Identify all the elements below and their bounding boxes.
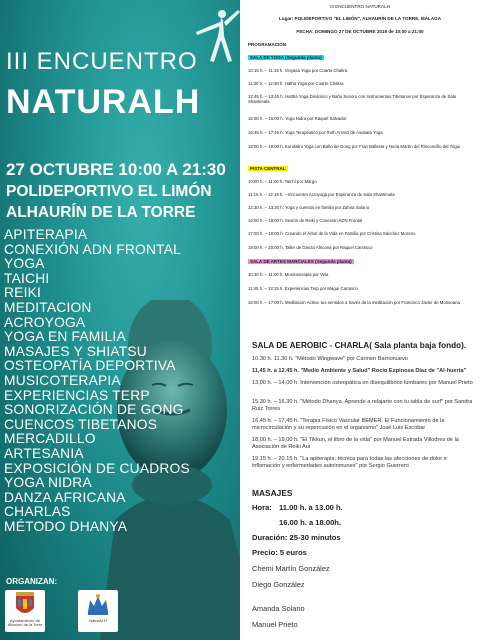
activity-item: MEDITACION bbox=[4, 299, 92, 315]
schedule-item: 10:30 h. – 11:00 h. Musicoterapia por Vela bbox=[248, 272, 329, 277]
activity-item: YOGA bbox=[4, 256, 45, 272]
activity-item: TAICHI bbox=[4, 270, 50, 286]
masajes-heading: MASAJES bbox=[252, 488, 293, 498]
schedule-item: 10:15 h. – 11:15 h. Vinyasa Yoga por Cuarto Chakra bbox=[248, 68, 348, 73]
schedule-item: 11:15 h. – 12:15 h. – Encuentro Acroyoga por Esperanza de Sala Shantimala bbox=[248, 192, 395, 197]
activity-item: REIKI bbox=[4, 285, 42, 301]
naturalh-caption: NaturALH bbox=[89, 618, 107, 623]
hora-morning: 11.00 h. a 13.00 h. bbox=[279, 503, 343, 512]
activity-item: MERCADILLO bbox=[4, 431, 96, 447]
activity-item: MASAJES Y SHIATSU bbox=[4, 343, 147, 359]
program-panel bbox=[240, 0, 480, 640]
activity-item: CHARLAS bbox=[4, 504, 71, 520]
schedule-item: 11:45 h. – 13:15 h. Experiencias Terp por Maguí Carrasco bbox=[248, 286, 358, 291]
event-title-main: NATURALH bbox=[6, 83, 201, 121]
program-header-venue: Lugar: POLIDEPORTIVO "EL LIMÓN", ALHAURÍN DE LA TORRE, MÁLAGA bbox=[278, 16, 442, 21]
naturalh-crown-icon bbox=[84, 590, 112, 618]
schedule-item: 16:00 h. – 18:00 h. Sesión de Reiki y Conexión ADN Frontal bbox=[248, 218, 363, 223]
hora-label: Hora: bbox=[252, 503, 272, 512]
schedule-item: 16:45 h. – 17:45 h. Yoga Terapéutico por Ruth Arranz de Asubata Yoga bbox=[248, 130, 383, 135]
talk-item: 16,45 h. – 17,45 h. "Terapia Físico Vascular BEMER. El Funcionamiento de la microcirculación y su repercusión en el organismo" José Luis Escobar bbox=[252, 418, 445, 431]
naturalh-logo bbox=[78, 590, 118, 632]
talk-item: 11,45 h. a 12.45 h. "Medio Ambiente y Salud" Rocío Espinosa Díaz de "Al-huerta" bbox=[252, 368, 467, 374]
talk-item: 18,00 h. – 19,00 h. "El Tikkun, el libro de la vida" por Manuel Estrada Villodres de la Asociación de Reiki Aur bbox=[252, 437, 459, 450]
event-town: ALHAURÍN DE LA TORRE bbox=[6, 204, 196, 221]
activity-item: ARTESANIA bbox=[4, 445, 84, 461]
town-hall-caption: Ayuntamiento de Alhaurín de la Torre bbox=[7, 618, 43, 627]
pista-central-heading: PISTA CENTRAL bbox=[250, 166, 286, 171]
masseur-name: Chemi Martín González bbox=[252, 564, 330, 573]
schedule-item: 17:00 h. – 18:00 h. Creando el Árbol de la Vida en Familia por Cristina Sánchez Moreno bbox=[248, 231, 416, 236]
activity-item: CONEXIÓN ADN FRONTAL bbox=[4, 241, 181, 257]
schedule-item: 10:00 h. – 11:00 h. Taichí por Margo bbox=[248, 179, 317, 184]
schedule-item: 16:00 h. – 17:00 h. Meditación Activa: tus sentidos a través de la meditación por Francisco Javier de Monsoana bbox=[248, 300, 460, 305]
coat-of-arms-icon bbox=[14, 590, 36, 618]
schedule-item: 18:00 h. – 19:00 h. Kundalini Yoga con Baño de Gong por Fran Ballesta y Nuria Martín del Rinconcillo del Yogui bbox=[248, 144, 461, 149]
sala-artes-heading: SALA DE ARTES MARCIALES (Segunda planta) bbox=[250, 259, 352, 264]
activity-item: DANZA AFRICANA bbox=[4, 489, 126, 505]
masseur-name: Amanda Solano bbox=[252, 604, 305, 613]
talk-item: 13,00 h. – 14,00 h. Intervención osteopática en disequilibrios lumbares por Manuel Prieto bbox=[252, 380, 473, 386]
hora-afternoon: 16.00 h. a 18.00h. bbox=[279, 518, 342, 527]
masseur-name: Diego González bbox=[252, 580, 305, 589]
schedule-item: 11:30 h. – 12:30 h. Hatha Yoga por Cuarto Chakra bbox=[248, 81, 344, 86]
program-header-date: FECHA: DOMINGO 27 DE OCTUBRE 2019 de 10:00 a 21:00 bbox=[296, 29, 424, 34]
schedule-item: 12:45 h. – 13:45 h. Hattha Yoga Dinámico y Baño Sonoro con Instrumentos Tibetanos por Esperanza de Sala Shantimala bbox=[248, 94, 457, 105]
programacion-heading: PROGRAMACIÓN bbox=[248, 42, 286, 47]
activity-item: YOGA NIDRA bbox=[4, 475, 92, 491]
activity-item: MÉTODO DHANYA bbox=[4, 518, 128, 534]
activity-item: YOGA EN FAMILIA bbox=[4, 329, 126, 345]
masseur-name: Manuel Prieto bbox=[252, 620, 298, 629]
talk-item: 19.15 h. – 20.15 h. "La apiterapia: técnica para todas las afecciones de dolor e inflamación y enfermedades autoinmunes" por Sergio Guerrero bbox=[252, 456, 447, 469]
activity-item: OSTEOPATÍA DEPORTIVA bbox=[4, 358, 176, 374]
activity-item: APITERAPIA bbox=[4, 227, 88, 242]
event-venue: POLIDEPORTIVO EL LIMÓN bbox=[6, 183, 212, 200]
precio-text: Precio: 5 euros bbox=[252, 548, 307, 557]
event-date: 27 OCTUBRE 10:00 A 21:30 bbox=[6, 160, 226, 179]
event-title-top: III ENCUENTRO bbox=[6, 48, 198, 75]
activity-item: SONORIZACIÓN DE GONG bbox=[4, 402, 184, 418]
activity-item: EXPERIENCIAS TERP bbox=[4, 387, 150, 403]
organizers-label: ORGANIZAN: bbox=[6, 577, 58, 586]
duracion-text: Duración: 25-30 minutos bbox=[252, 533, 341, 542]
schedule-item: 15:00 h. – 16:00 h. Yoga Nidra por Raquel Salvador bbox=[248, 116, 347, 121]
sala-yoga-heading: SALA DE YOGA (Segunda planta) bbox=[250, 55, 322, 60]
activity-item: ACROYOGA bbox=[4, 314, 86, 330]
schedule-item: 19:00 h. – 20:00 h. Taller de Danza Africana por Raquel Carrasco bbox=[248, 245, 373, 250]
activity-item: CUENCOS TIBETANOS bbox=[4, 416, 158, 432]
activity-item: MUSICOTERAPIA bbox=[4, 372, 121, 388]
activity-item: EXPOSICIÓN DE CUADROS bbox=[4, 460, 190, 476]
schedule-item: 12:30 h. – 13:30 h. Yoga y cuentos en familia por Zahira Solano bbox=[248, 205, 370, 210]
activity-list bbox=[4, 228, 190, 534]
program-header-title: III ENCUENTRO NATURALH bbox=[330, 4, 390, 9]
talk-item: 10.30 h. 11.30 h. "Método Wingwave" por Carmen Barrionuevo bbox=[252, 356, 408, 362]
town-hall-logo bbox=[5, 590, 45, 632]
aerobic-heading: SALA DE AEROBIC - CHARLA( Sala planta baja fondo). bbox=[252, 341, 467, 350]
talk-item: 15.30 h. – 16.30 h. "Método Dhanya. Aprende a relajarte con tu tabla de surf" por Sandra Ruiz Torres bbox=[252, 399, 473, 412]
